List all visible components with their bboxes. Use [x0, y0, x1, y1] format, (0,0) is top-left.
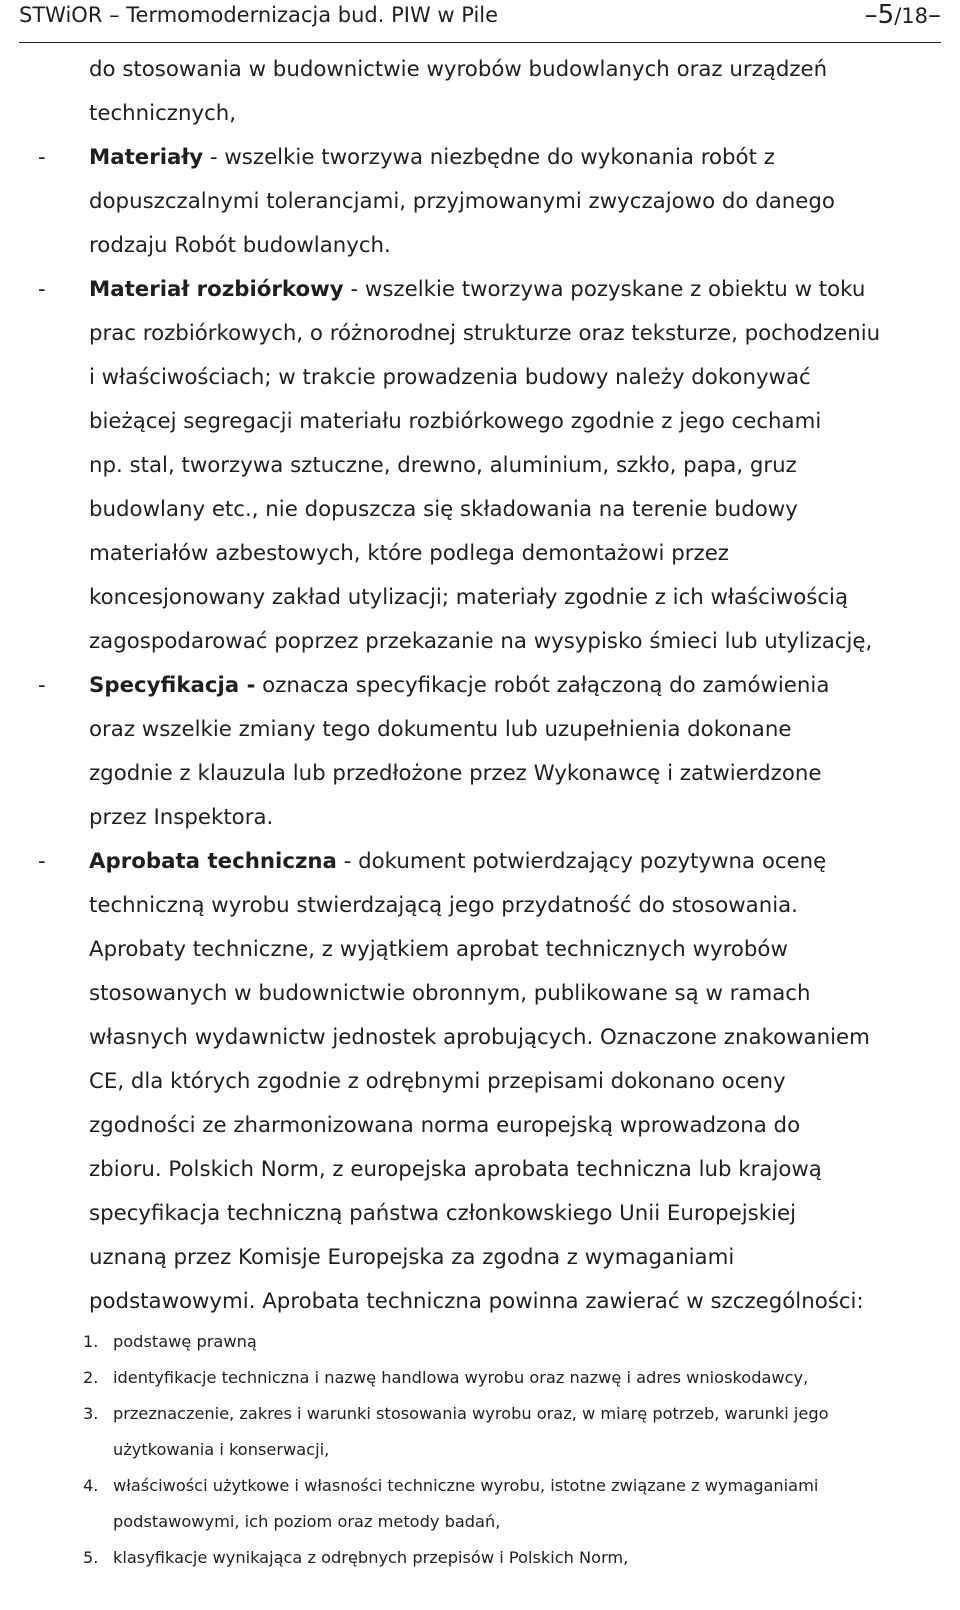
text-line: prac rozbiórkowych, o różnorodnej strukturze oraz teksturze, pochodzeniu	[89, 321, 881, 346]
bullet-dash: -	[38, 277, 46, 302]
list-item	[83, 1360, 949, 1396]
definition-term: Specyfikacja -	[89, 673, 256, 698]
list-item	[83, 1324, 949, 1360]
definition-text: - dokument potwierdzający pozytywna ocenę	[336, 849, 827, 874]
list-item-number: 1.	[83, 1332, 99, 1351]
text-line: stosowanych w budownictwie obronnym, publikowane są w ramach	[89, 981, 811, 1006]
page-header	[19, 0, 941, 43]
text-line: własnych wydawnictw jednostek aprobujących. Oznaczone znakowaniem	[89, 1025, 870, 1050]
text-line: techniczną wyrobu stwierdzającą jego przydatność do stosowania.	[89, 893, 798, 918]
text-line: budowlany etc., nie dopuszcza się składowania na terenie budowy	[89, 497, 798, 522]
text-line: dopuszczalnymi tolerancjami, przyjmowanymi zwyczajowo do danego	[89, 189, 835, 214]
definition-first-line	[89, 136, 949, 180]
text-line: i właściwościach; w trakcie prowadzenia budowy należy dokonywać	[89, 365, 811, 390]
text-line: bieżącej segregacji materiału rozbiórkowego zgodnie z jego cechami	[89, 409, 822, 434]
text-line: podstawowymi. Aprobata techniczna powinna zawierać w szczególności:	[89, 1289, 864, 1314]
page-number-total: /18	[894, 4, 928, 28]
text-line: zgodnie z klauzula lub przedłożone przez Wykonawcę i zatwierdzone	[89, 761, 822, 786]
text-line: CE, dla których zgodnie z odrębnymi przepisami dokonano oceny	[89, 1069, 786, 1094]
text-line: zagospodarować poprzez przekazanie na wysypisko śmieci lub utylizację,	[89, 629, 873, 654]
list-item-number: 2.	[83, 1368, 99, 1387]
list-item-text: właściwości użytkowe i własności techniczne wyrobu, istotne związane z wymaganiami	[113, 1476, 819, 1495]
text-line: materiałów azbestowych, które podlega demontażowi przez	[89, 541, 729, 566]
definition-item	[38, 136, 949, 268]
bullet-dash: -	[38, 145, 46, 170]
list-item	[83, 1396, 949, 1468]
text-line: np. stal, tworzywa sztuczne, drewno, aluminium, szkło, papa, gruz	[89, 453, 797, 478]
text-line: oraz wszelkie zmiany tego dokumentu lub uzupełnienia dokonane	[89, 717, 792, 742]
definition-item	[38, 268, 949, 664]
definition-item	[38, 840, 949, 1324]
list-item	[83, 1468, 949, 1540]
page-number-current: 5	[877, 0, 895, 30]
page-number-dash-right: –	[928, 0, 941, 30]
text-line: zbioru. Polskich Norm, z europejska aprobata techniczna lub krajową	[89, 1157, 822, 1182]
text-line: zgodności ze zharmonizowana norma europejską wprowadzona do	[89, 1113, 801, 1138]
bullet-dash: -	[38, 673, 46, 698]
list-item-text: podstawę prawną	[113, 1332, 257, 1351]
bullet-dash: -	[38, 849, 46, 874]
list-item-number: 3.	[83, 1404, 99, 1423]
list-item-number: 5.	[83, 1548, 99, 1567]
list-item-text: identyfikacje techniczna i nazwę handlowa wyrobu oraz nazwę i adres wnioskodawcy,	[113, 1368, 809, 1387]
definition-item	[38, 664, 949, 840]
text-line: do stosowania w budownictwie wyrobów budowlanych oraz urządzeń	[89, 57, 828, 82]
text-line: uznaną przez Komisje Europejska za zgodna z wymaganiami	[89, 1245, 735, 1270]
definition-term: Aprobata techniczna	[89, 849, 337, 874]
definition-first-line	[89, 664, 949, 708]
definition-term: Materiały	[89, 145, 204, 170]
list-item-text: użytkowania i konserwacji,	[113, 1440, 330, 1459]
page-number-dash-left: –	[864, 0, 878, 30]
definition-first-line	[89, 840, 949, 884]
definition-text: - wszelkie tworzywa niezbędne do wykonania robót z	[203, 145, 775, 170]
document-body	[38, 48, 949, 1576]
text-line: technicznych,	[89, 101, 237, 126]
list-item-text: klasyfikacje wynikająca z odrębnych przepisów i Polskich Norm,	[113, 1548, 629, 1567]
definition-text: oznacza specyfikacje robót załączoną do zamówienia	[255, 673, 830, 698]
page-number	[865, 0, 941, 30]
definition-first-line	[89, 268, 949, 312]
text-line: koncesjonowany zakład utylizacji; materiały zgodnie z ich właściwością	[89, 585, 849, 610]
text-line: rodzaju Robót budowlanych.	[89, 233, 391, 258]
numbered-list	[83, 1324, 949, 1576]
list-item	[83, 1540, 949, 1576]
definition-term: Materiał rozbiórkowy	[89, 277, 344, 302]
definition-text: - wszelkie tworzywa pozyskane z obiektu w toku	[343, 277, 866, 302]
text-line: specyfikacja techniczną państwa członkowskiego Unii Europejskiej	[89, 1201, 797, 1226]
text-line: Aprobaty techniczne, z wyjątkiem aprobat technicznych wyrobów	[89, 937, 788, 962]
list-item-number: 4.	[83, 1476, 99, 1495]
text-line: przez Inspektora.	[89, 805, 274, 830]
list-item-text: podstawowymi, ich poziom oraz metody badań,	[113, 1512, 501, 1531]
list-item-text: przeznaczenie, zakres i warunki stosowania wyrobu oraz, w miarę potrzeb, warunki jego	[113, 1404, 829, 1423]
intro-paragraph	[89, 48, 949, 136]
document-title: STWiOR – Termomodernizacja bud. PIW w Pile	[19, 3, 499, 27]
